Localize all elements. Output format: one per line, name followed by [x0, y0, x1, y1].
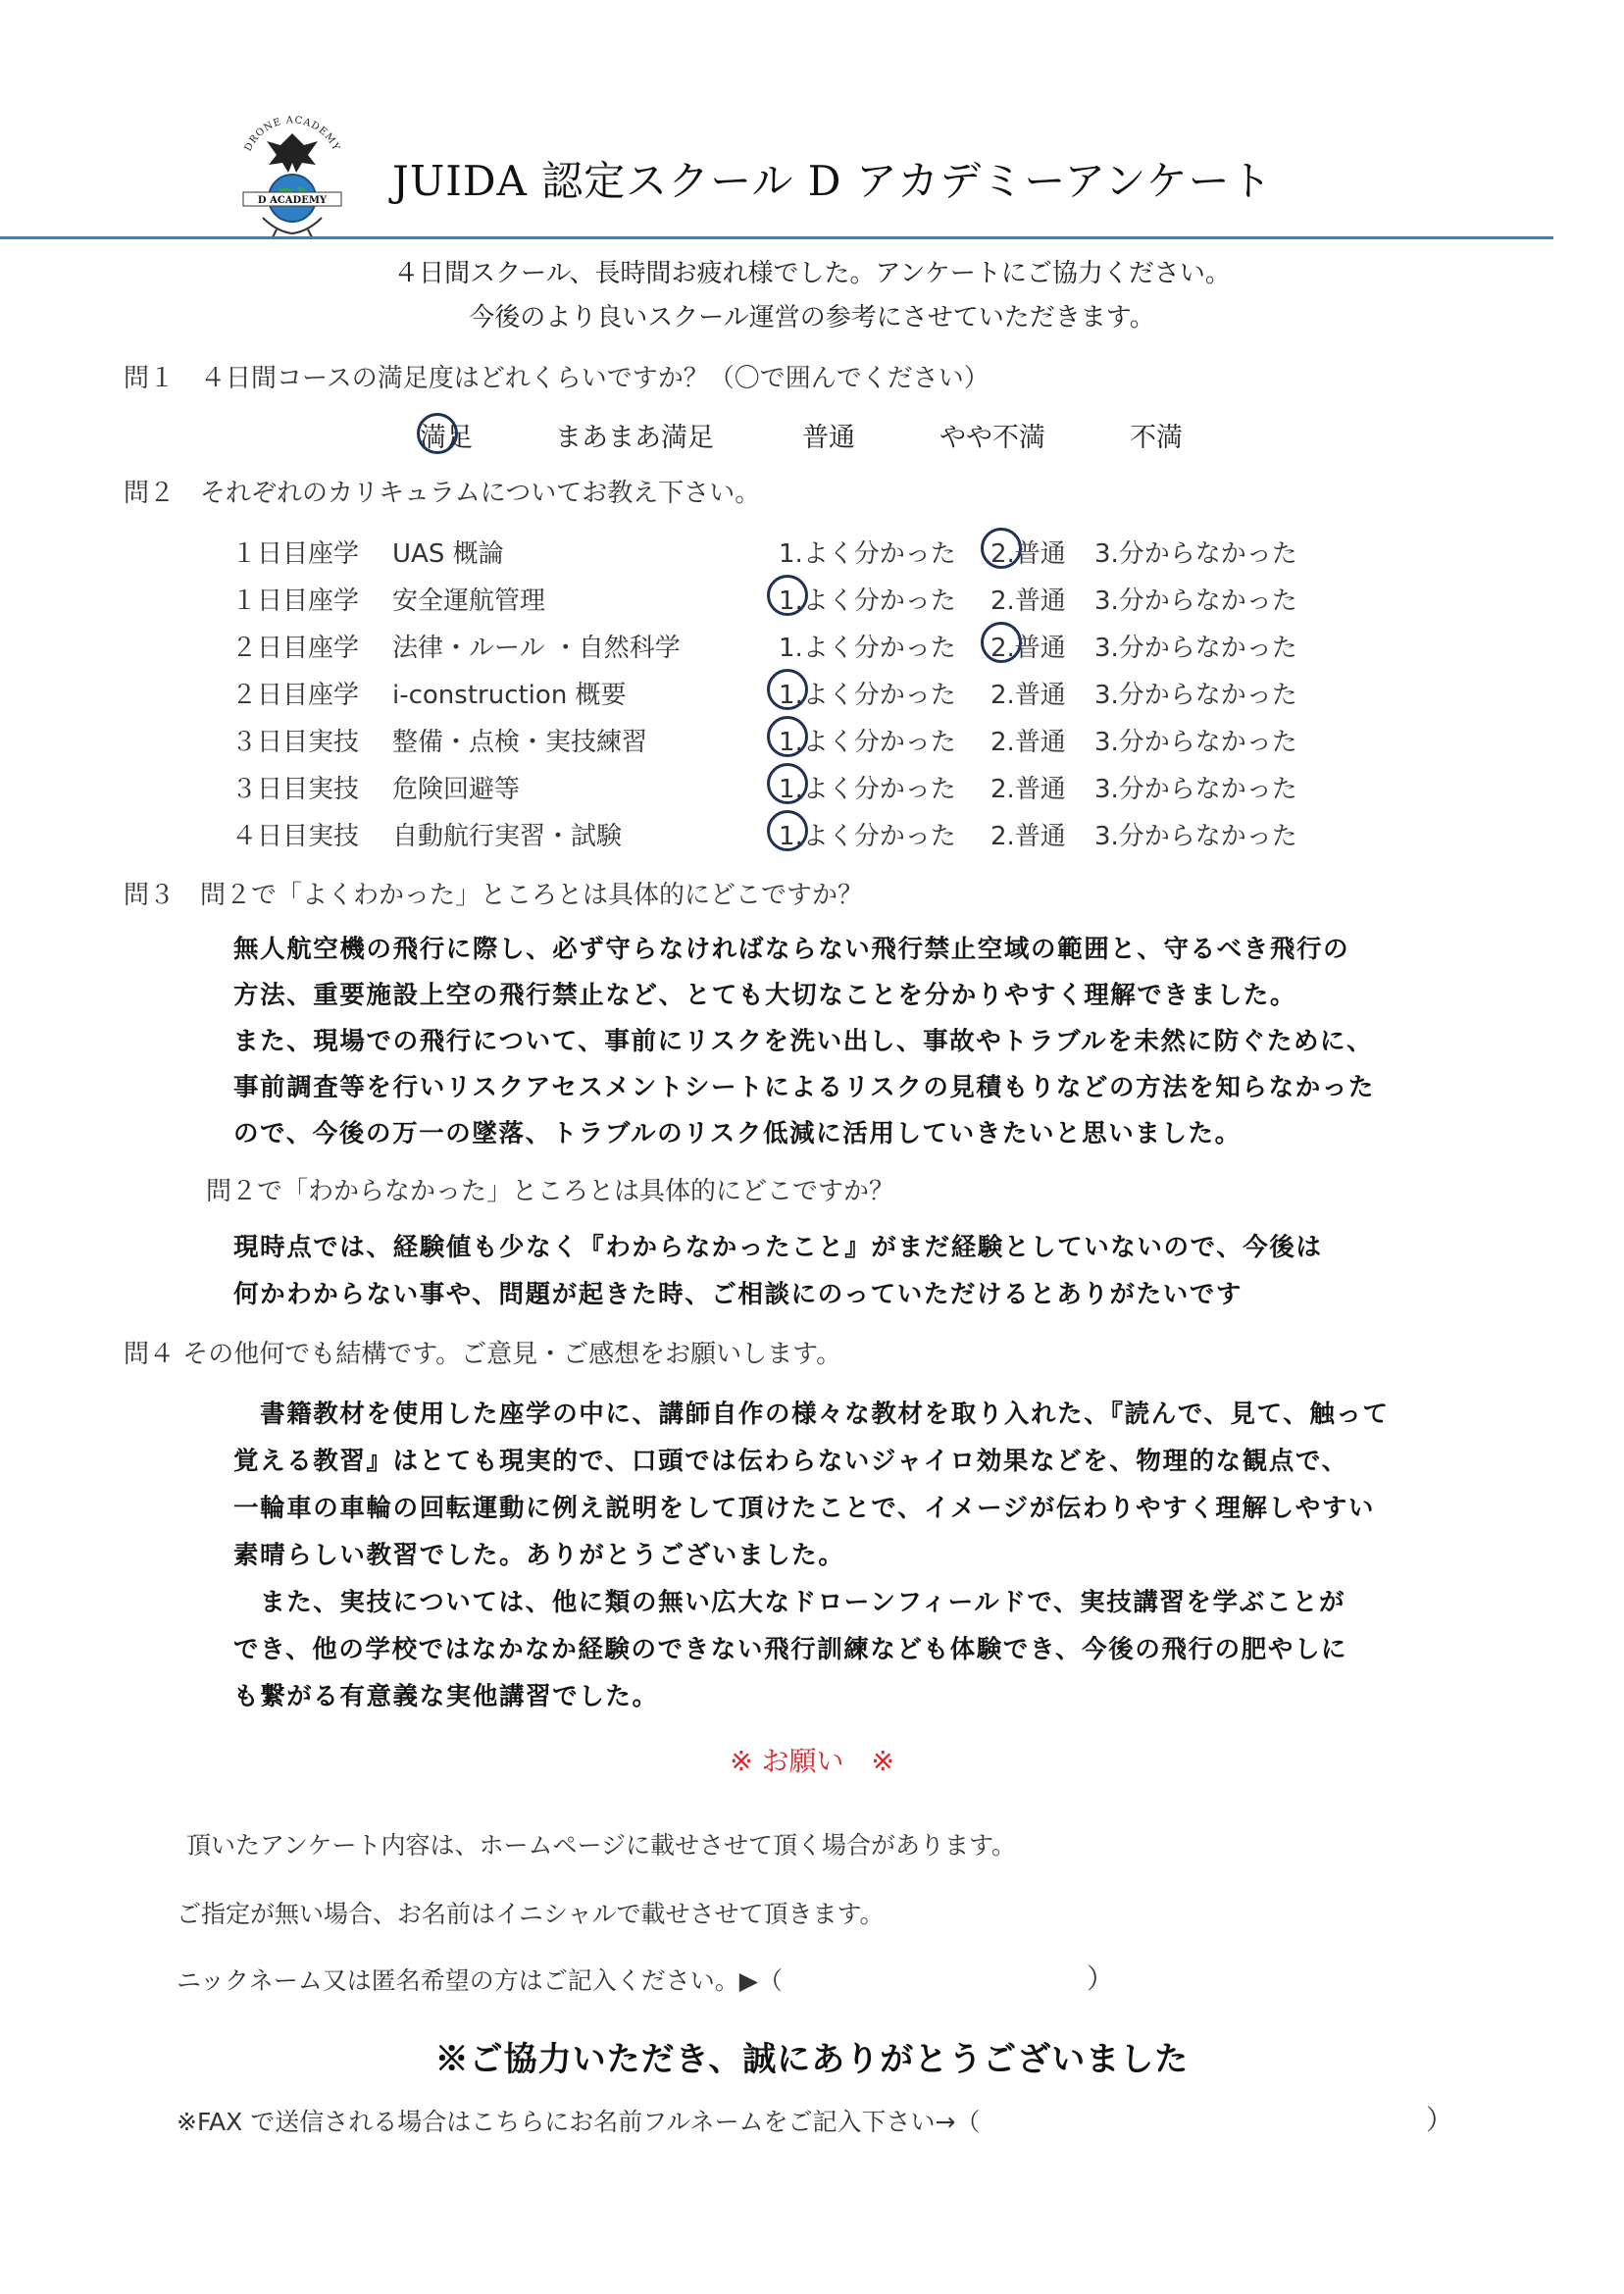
choice-neutral[interactable]: 2.普通 [990, 634, 1066, 663]
curriculum-day: ２日目座学 [231, 634, 360, 663]
q4-answer-line: も繋がる有意義な実他講習でした。 [233, 1682, 659, 1711]
q3-sub-answer-line: 何かわからない事や、問題が起きた時、ご相談にのっていただけるとありがたいです [233, 1280, 1243, 1309]
q1-selection-circle [417, 413, 458, 454]
choice-not-understood[interactable]: 3.分からなかった [1094, 775, 1297, 804]
q1-label: 問１ ４日間コースの満足度はどれくらいですか？（〇で囲んでください） [124, 364, 990, 393]
q1-option-satisfied[interactable]: 満足 [420, 423, 473, 453]
curriculum-day: ４日目実技 [231, 822, 360, 851]
q3-answer-line: ので、今後の万一の墜落、トラブルのリスク低減に活用していきたいと思いました。 [233, 1119, 1242, 1148]
curriculum-name: 安全運航管理 [392, 586, 546, 616]
choice-neutral[interactable]: 2.普通 [990, 728, 1066, 757]
q2-row6-selection-circle [767, 763, 808, 804]
choice-understood[interactable]: 1.よく分かった [779, 728, 956, 757]
choice-neutral[interactable]: 2.普通 [990, 681, 1066, 710]
fax-name-prompt: ※FAX で送信される場合はこちらにお名前フルネームをご記入下さい→（ [177, 2108, 981, 2136]
choice-not-understood[interactable]: 3.分からなかった [1094, 586, 1297, 616]
q2-row7-selection-circle [767, 810, 808, 851]
choice-not-understood[interactable]: 3.分からなかった [1094, 539, 1297, 569]
q4-answer-line: でき、他の学校ではなかなか経験のできない飛行訓練なども体験でき、今後の飛行の肥やしに [233, 1635, 1348, 1664]
intro-line-2: 今後のより良いスクール運営の参考にさせていただきます。 [469, 303, 1155, 332]
choice-understood[interactable]: 1.よく分かった [779, 775, 956, 804]
drone-academy-logo [233, 116, 351, 241]
q4-answer-line: 一輪車の車輪の回転運動に例え説明をして頂けたことで、イメージが伝わりやすく理解しやすい [233, 1494, 1376, 1523]
header-divider [0, 236, 1553, 239]
intro-line-1: ４日間スクール、長時間お疲れ様でした。アンケートにご協力ください。 [393, 259, 1231, 288]
request-note-1: 頂いたアンケート内容は、ホームページに載せさせて頂く場合があります。 [186, 1831, 1017, 1860]
fax-name-field-close: ） [1426, 2104, 1454, 2136]
choice-neutral[interactable]: 2.普通 [990, 775, 1066, 804]
choice-neutral[interactable]: 2.普通 [990, 539, 1066, 569]
q1-option-neutral[interactable]: 普通 [802, 423, 855, 453]
choice-understood[interactable]: 1.よく分かった [779, 586, 956, 616]
nickname-prompt: ニックネーム又は匿名希望の方はご記入ください。▶（ [177, 1966, 783, 1995]
curriculum-day: ３日目実技 [231, 728, 360, 757]
choice-not-understood[interactable]: 3.分からなかった [1094, 681, 1297, 710]
choice-neutral[interactable]: 2.普通 [990, 822, 1066, 851]
curriculum-name: 危険回避等 [392, 775, 521, 804]
choice-neutral[interactable]: 2.普通 [990, 586, 1066, 616]
q4-answer-line: 素晴らしい教習でした。ありがとうございました。 [233, 1541, 845, 1570]
curriculum-day: １日目座学 [231, 539, 360, 569]
choice-not-understood[interactable]: 3.分からなかった [1094, 822, 1297, 851]
curriculum-day: １日目座学 [231, 586, 360, 616]
q1-option-somewhat-satisfied[interactable]: まあまあ満足 [555, 423, 714, 453]
request-heading: ※ お願い ※ [730, 1745, 894, 1777]
nickname-field-close: ） [1087, 1963, 1115, 1995]
q1-option-dissatisfied[interactable]: 不満 [1130, 423, 1183, 453]
q2-row5-selection-circle [767, 716, 808, 757]
q4-answer-line: 覚える教習』はとても現実的で、口頭では伝わらないジャイロ効果などを、物理的な観点で、 [233, 1447, 1348, 1476]
choice-not-understood[interactable]: 3.分からなかった [1094, 728, 1297, 757]
q3-sub-answer-line: 現時点では、経験値も少なく『わからなかったこと』がまだ経験としていないので、今後は [233, 1233, 1323, 1262]
q3-sub-label: 問２で「わからなかった」ところとは具体的にどこですか？ [206, 1177, 895, 1206]
curriculum-day: ３日目実技 [231, 775, 360, 804]
q1-option-somewhat-dissatisfied[interactable]: やや不満 [939, 423, 1045, 453]
q4-answer-line: また、実技については、他に類の無い広大なドローンフィールドで、実技講習を学ぶことが [233, 1588, 1346, 1617]
q3-label: 問３ 問２で「よくわかった」ところとは具体的にどこですか？ [124, 881, 864, 910]
logo-badge-text: D ACADEMY [257, 195, 328, 206]
choice-understood[interactable]: 1.よく分かった [779, 539, 956, 569]
curriculum-name: 整備・点検・実技練習 [392, 728, 648, 757]
curriculum-name: 自動航行実習・試験 [392, 822, 623, 851]
q4-label: 問４ その他何でも結構です。ご意見・ご感想をお願いします。 [124, 1340, 842, 1369]
logo-top-text: DRONE ACADEMY [242, 116, 342, 154]
q3-answer-line: 事前調査等を行いリスクアセスメントシートによるリスクの見積もりなどの方法を知らなかった [233, 1073, 1376, 1102]
q2-label: 問２ それぞれのカリキュラムについてお教え下さい。 [124, 479, 761, 508]
thanks-message: ※ご協力いただき、誠にありがとうございました [434, 2040, 1190, 2079]
q2-row1-selection-circle [981, 528, 1022, 569]
choice-understood[interactable]: 1.よく分かった [779, 634, 956, 663]
q3-answer-line: また、現場での飛行について、事前にリスクを洗い出し、事故やトラブルを未然に防ぐために、 [233, 1027, 1374, 1056]
curriculum-day: ２日目座学 [231, 681, 360, 710]
choice-not-understood[interactable]: 3.分からなかった [1094, 634, 1297, 663]
request-note-2: ご指定が無い場合、お名前はイニシャルで載せさせて頂きます。 [177, 1900, 885, 1928]
choice-understood[interactable]: 1.よく分かった [779, 681, 956, 710]
q2-row3-selection-circle [981, 622, 1022, 663]
q2-row2-selection-circle [767, 575, 808, 616]
q2-row4-selection-circle [767, 669, 808, 710]
q3-answer-line: 方法、重要施設上空の飛行禁止など、とても大切なことを分かりやすく理解できました。 [233, 981, 1297, 1010]
curriculum-name: 法律・ルール ・自然科学 [392, 634, 681, 663]
page-title: JUIDA 認定スクール D アカデミーアンケート [392, 157, 1273, 205]
choice-understood[interactable]: 1.よく分かった [779, 822, 956, 851]
q3-answer-line: 無人航空機の飛行に際し、必ず守らなければならない飛行禁止空域の範囲と、守るべき飛行の [233, 935, 1350, 964]
curriculum-name: UAS 概論 [392, 539, 504, 569]
q4-answer-line: 書籍教材を使用した座学の中に、講師自作の様々な教材を取り入れた、『読んで、見て、触って [233, 1400, 1390, 1429]
curriculum-name: i-construction 概要 [392, 681, 627, 710]
